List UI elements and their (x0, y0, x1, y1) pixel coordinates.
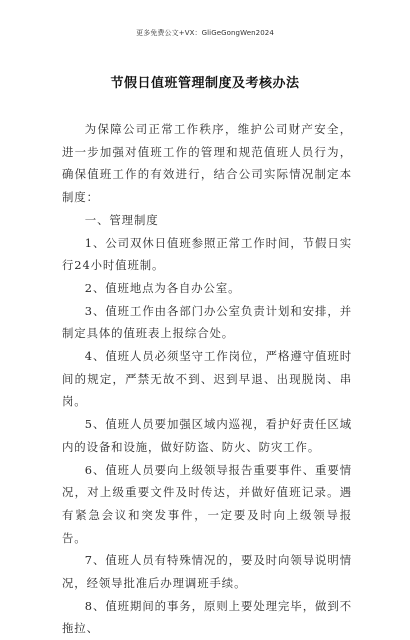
paragraph-item-7: 7、值班人员有特殊情况的，要及时向领导说明情况，经领导批准后办理调班手续。 (62, 553, 352, 591)
paragraph-item-6: 6、值班人员要向上级领导报告重要事件、重要情况，对上级重要文件及时传达，并做好值班记录。遇有紧急会议和突发事件，一定要及时向上级领导报告。 (62, 462, 352, 545)
paragraph-item-4: 4、值班人员必须坚守工作岗位，严格遵守值班时间的规定，严禁无故不到、迟到早退、出现脱岗、串岗。 (62, 349, 352, 409)
header-note: 更多免费公文+VX：GliGeGongWen2024 (136, 29, 274, 37)
paragraph-item-3: 3、值班工作由各部门办公室负责计划和安排，并制定具体的值班表上报综合处。 (62, 303, 352, 341)
paragraph-item-2: 2、值班地点为各自办公室。 (84, 280, 241, 295)
paragraph-item-5: 5、值班人员要加强区域内巡视，看护好责任区域内的设备和设施，做好防盗、防火、防灾工作。 (62, 417, 352, 454)
document-title: 节假日值班管理制度及考核办法 (110, 76, 300, 91)
paragraph-item-8: 8、值班期间的事务，原则上要处理完毕，做到不拖拉、 (62, 598, 352, 636)
paragraph-intro: 为保障公司正常工作秩序，维护公司财产安全，进一步加强对值班工作的管理和规范值班人员行为，确保值班工作的有效进行，结合公司实际情况制定本制度： (62, 122, 352, 205)
document-body (62, 118, 352, 640)
paragraph-item-1: 1、公司双休日值班参照正常工作时间，节假日实行24小时值班制。 (62, 235, 352, 273)
section-heading-management: 一、管理制度 (84, 212, 159, 227)
